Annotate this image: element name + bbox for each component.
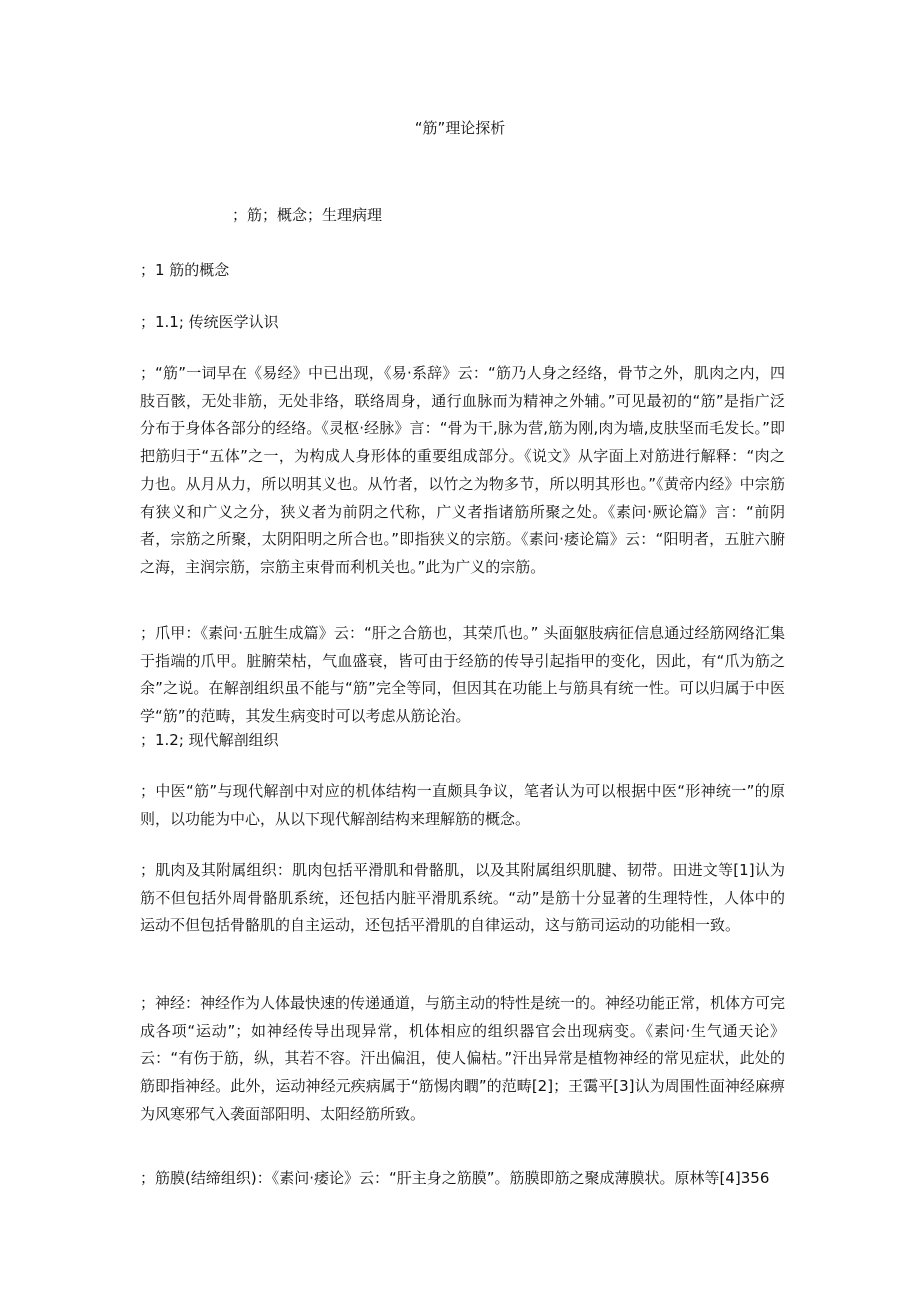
section-heading-1-2: ；1.2; 现代解剖组织 [140, 731, 279, 749]
paragraph-nails: ；爪甲：《素问·五脏生成篇》云：“肝之合筋也，其荣爪也。” 头面躯肢病征信息通过经筋网络汇集于指端的爪甲。脏腑荣枯，气血盛衰，皆可由于经筋的传导引起指甲的变化，因此，有“爪为筋之余”之说。在解剖组织虽不能与“筋”完全等同，但因其在功能上与筋具有统一性。可以归属于中医学“筋”的范畴，其发生病变时可以考虑从筋论治。 [140, 624, 785, 726]
paragraph-jin-origin: ；“筋”一词早在《易经》中已出现，《易·系辞》云：“筋乃人身之经络，骨节之外，肌肉之内，四肢百骸，无处非筋，无处非络，联络周身，通行血脉而为精神之外辅。”可见最初的“筋”是指广泛分布于身体各部分的经络。《灵枢·经脉》言：“骨为干,脉为营,筋为刚,肉为墙,皮肤坚而毛发长。”即把筋归于“五体”之一，为构成人身形体的重要组成部分。《说文》从字面上对筋进行解释：“肉之力也。从月从力，所以明其义也。从竹者，以竹之为物多节，所以明其形也。”《黄帝内经》中宗筋有狭义和广义之分，狭义者为前阴之代称，广义者指诸筋所聚之处。《素问·厥论篇》言：“前阴者，宗筋之所聚，太阴阳明之所合也。”即指狭义的宗筋。《素问·痿论篇》云：“阳明者，五脏六腑之海，主润宗筋，宗筋主束骨而利机关也。”此为广义的宗筋。 [140, 364, 785, 576]
paragraph-fascia: ；筋膜(结缔组织)：《素问·痿论》云：“肝主身之筋膜”。筋膜即筋之聚成薄膜状。原林等[4]356 [140, 1169, 770, 1187]
section-heading-1: ；1 筋的概念 [140, 261, 230, 279]
document-title: “筋”理论探析 [414, 119, 506, 137]
paragraph-muscle: ；肌肉及其附属组织：肌肉包括平滑肌和骨骼肌，以及其附属组织肌腱、韧带。田进文等[1]认为筋不但包括外周骨骼肌系统，还包括内脏平滑肌系统。“动”是筋十分显著的生理特性，人体中的运动不但包括骨骼肌的自主运动，还包括平滑肌的自律运动，这与筋司运动的功能相一致。 [140, 861, 785, 935]
section-heading-1-1: ；1.1; 传统医学认识 [140, 313, 279, 331]
keywords: ；筋；概念；生理病理 [232, 206, 383, 224]
paragraph-nerve: ；神经：神经作为人体最快速的传递通道，与筋主动的特性是统一的。神经功能正常，机体方可完成各项“运动”；如神经传导出现异常，机体相应的组织器官会出现病变。《素问·生气通天论》云：“有伤于筋，纵，其若不容。汗出偏沮，使人偏枯。”汗出异常是植物神经的常见症状，此处的筋即指神经。此外，运动神经元疾病属于“筋惕肉瞤”的范畴[2]；王霭平[3]认为周围性面神经麻痹为风寒邪气入袭面部阳明、太阳经筋所致。 [140, 994, 786, 1123]
paragraph-modern-anatomy: ；中医“筋”与现代解剖中对应的机体结构一直颇具争议，笔者认为可以根据中医“形神统一”的原则，以功能为中心，从以下现代解剖结构来理解筋的概念。 [140, 782, 785, 828]
